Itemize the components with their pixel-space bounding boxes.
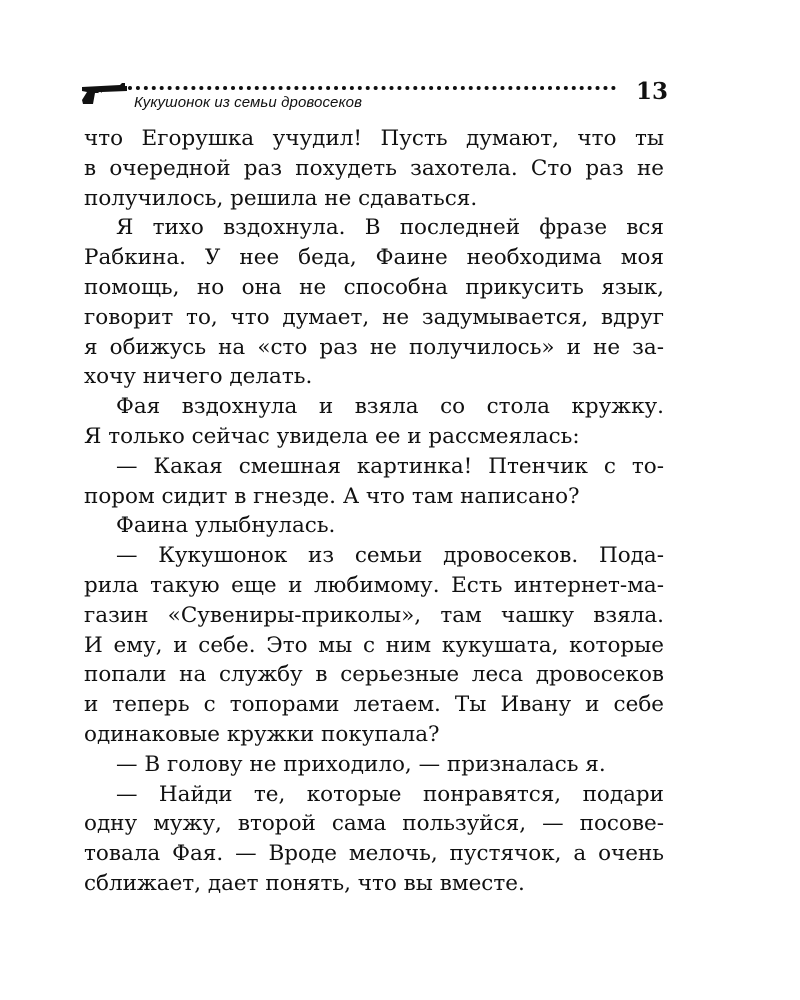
text-line: в очередной раз похудеть захотела. Сто раз не bbox=[84, 155, 664, 181]
text-line: пором сидит в гнезде. А что там написано? bbox=[84, 483, 580, 509]
text-line: попали на службу в серьезные леса дровосеков bbox=[84, 662, 664, 688]
text-line: получилось, решила не сдаваться. bbox=[84, 185, 478, 211]
body-text bbox=[84, 124, 664, 899]
text-line: Фая вздохнула и взяла со стола кружку. bbox=[116, 394, 664, 420]
text-line: Фаина улыбнулась. bbox=[116, 513, 336, 539]
text-line: — Найди те, которые понравятся, подари bbox=[116, 781, 664, 807]
header-dotted-rule bbox=[128, 86, 616, 90]
text-line: И ему, и себе. Это мы с ним кукушата, которые bbox=[84, 632, 664, 658]
text-line: и теперь с топорами летаем. Ты Ивану и себе bbox=[84, 692, 664, 718]
text-line: Я тихо вздохнула. В последней фразе вся bbox=[116, 215, 664, 241]
text-line: говорит то, что думает, не задумывается, вдруг bbox=[84, 304, 664, 330]
running-title: Кукушонок из семьи дровосеков bbox=[134, 94, 363, 111]
text-line: одинаковые кружки покупала? bbox=[84, 721, 440, 747]
text-line: помощь, но она не способна прикусить язык, bbox=[84, 274, 664, 300]
text-line: — Какая смешная картинка! Птенчик с то- bbox=[116, 453, 664, 479]
text-line: рила такую еще и любимому. Есть интернет-ма- bbox=[84, 572, 664, 598]
text-line: хочу ничего делать. bbox=[84, 364, 313, 390]
text-line: газин «Сувениры-приколы», там чашку взяла. bbox=[84, 602, 664, 628]
pistol-icon bbox=[80, 82, 128, 108]
page-number: 13 bbox=[635, 78, 668, 105]
text-line: товала Фая. — Вроде мелочь, пустячок, а очень bbox=[84, 841, 664, 867]
text-line: Я только сейчас увидела ее и рассмеялась: bbox=[84, 423, 580, 449]
text-line: — В голову не приходило, — призналась я. bbox=[116, 751, 606, 777]
text-line: сближает, дает понять, что вы вместе. bbox=[84, 870, 525, 896]
text-line: что Егорушка учудил! Пусть думают, что ты bbox=[84, 126, 664, 151]
text-line: Рабкина. У нее беда, Фаине необходима моя bbox=[84, 245, 664, 271]
text-line: я обижусь на «сто раз не получилось» и не за- bbox=[84, 334, 664, 360]
running-header bbox=[80, 76, 668, 116]
text-line: одну мужу, второй сама пользуйся, — посове- bbox=[84, 811, 664, 837]
text-line: — Кукушонок из семьи дровосеков. Пода- bbox=[116, 543, 664, 569]
